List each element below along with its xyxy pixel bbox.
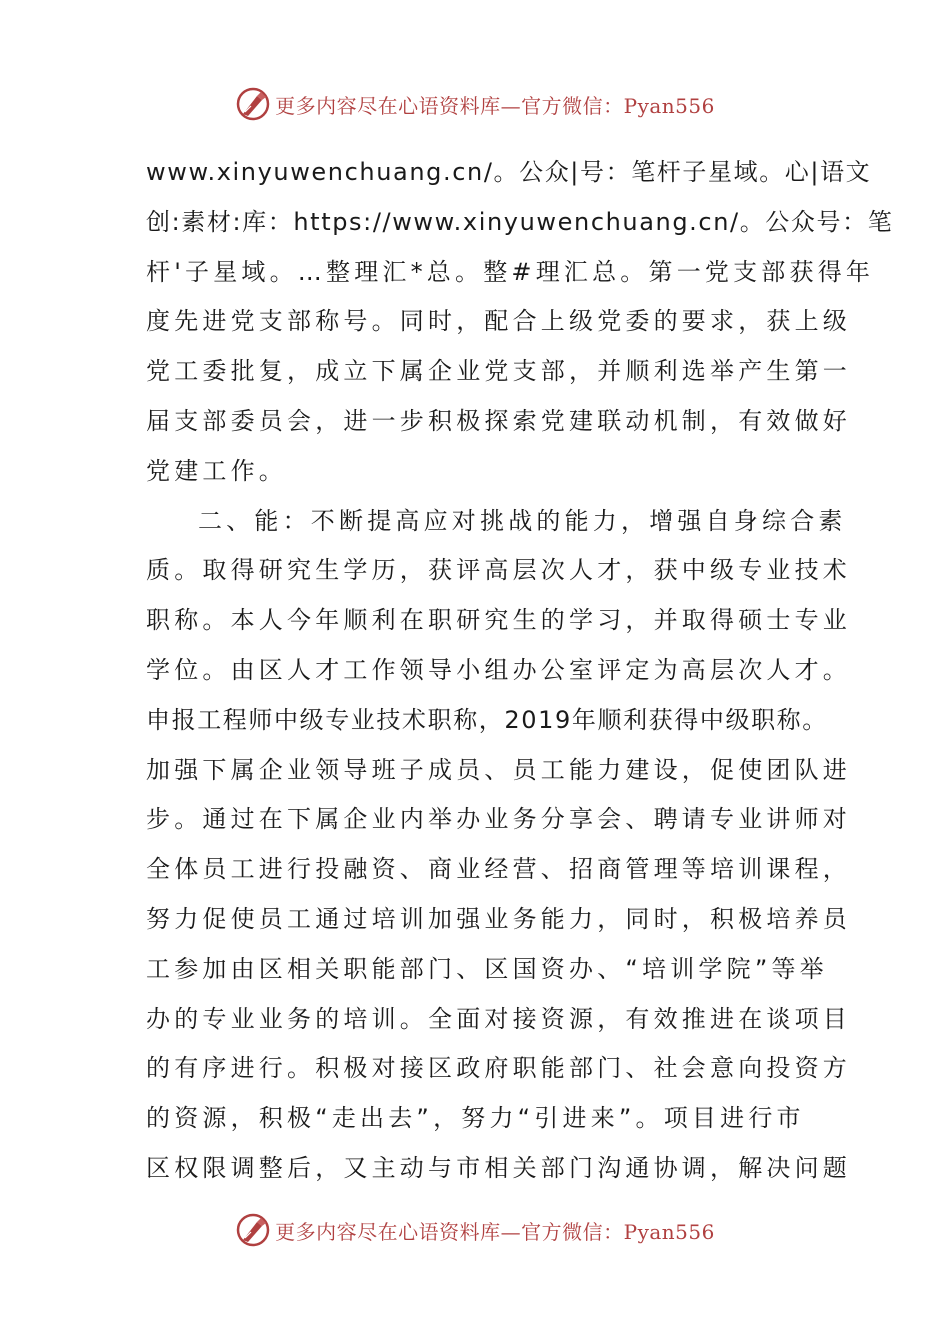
body-line: 届支部委员会，进一步积极探索党建联动机制，有效做好 xyxy=(146,406,851,435)
body-line: 创:素材:库：https://www.xinyuwenchuang.cn/。公众号：笔 xyxy=(146,207,894,236)
header-banner xyxy=(0,84,950,124)
body-line: 步。通过在下属企业内举办业务分享会、聘请专业讲师对 xyxy=(146,805,851,834)
pen-nib-logo-icon xyxy=(235,86,271,122)
body-line: 区权限调整后，又主动与市相关部门沟通协调，解决问题 xyxy=(146,1153,851,1182)
footer-banner xyxy=(0,1210,950,1250)
body-line: 工参加由区相关职能部门、区国资办、“培训学院”等举 xyxy=(146,954,828,983)
body-line: 加强下属企业领导班子成员、员工能力建设，促使团队进 xyxy=(146,755,851,784)
body-line: www.xinyuwenchuang.cn/。公众|号：笔杆子星域。心|语文 xyxy=(146,158,872,186)
body-line: 办的专业业务的培训。全面对接资源，有效推进在谈项目 xyxy=(146,1004,851,1033)
body-line: 的资源，积极“走出去”，努力“引进来”。项目进行市 xyxy=(146,1104,805,1133)
footer-banner-text: 更多内容尽在心语资料库—官方微信：Pyan556 xyxy=(275,1219,715,1244)
body-line: 党建工作。 xyxy=(146,456,287,485)
body-line: 的有序进行。积极对接区政府职能部门、社会意向投资方 xyxy=(146,1054,851,1083)
header-banner-text: 更多内容尽在心语资料库—官方微信：Pyan556 xyxy=(275,93,715,118)
body-line: 全体员工进行投融资、商业经营、招商管理等培训课程， xyxy=(146,855,851,884)
body-line: 职称。本人今年顺利在职研究生的学习，并取得硕士专业 xyxy=(146,606,851,635)
section-heading-line: 二、能：不断提高应对挑战的能力，增强自身综合素 xyxy=(198,506,847,535)
body-line: 杆'子星域。…整理汇*总。整#理汇总。第一党支部获得年 xyxy=(146,257,875,286)
document-body xyxy=(146,148,894,1194)
body-line: 度先进党支部称号。同时，配合上级党委的要求，获上级 xyxy=(146,307,851,336)
body-line: 申报工程师中级专业技术职称，2019年顺利获得中级职称。 xyxy=(146,705,828,734)
body-line: 努力促使员工通过培训加强业务能力，同时，积极培养员 xyxy=(146,904,851,933)
pen-nib-logo-icon xyxy=(235,1212,271,1248)
body-line: 质。取得研究生学历，获评高层次人才，获中级专业技术 xyxy=(146,556,851,585)
body-line: 党工委批复，成立下属企业党支部，并顺利选举产生第一 xyxy=(146,357,851,386)
body-line: 学位。由区人才工作领导小组办公室评定为高层次人才。 xyxy=(146,655,851,684)
